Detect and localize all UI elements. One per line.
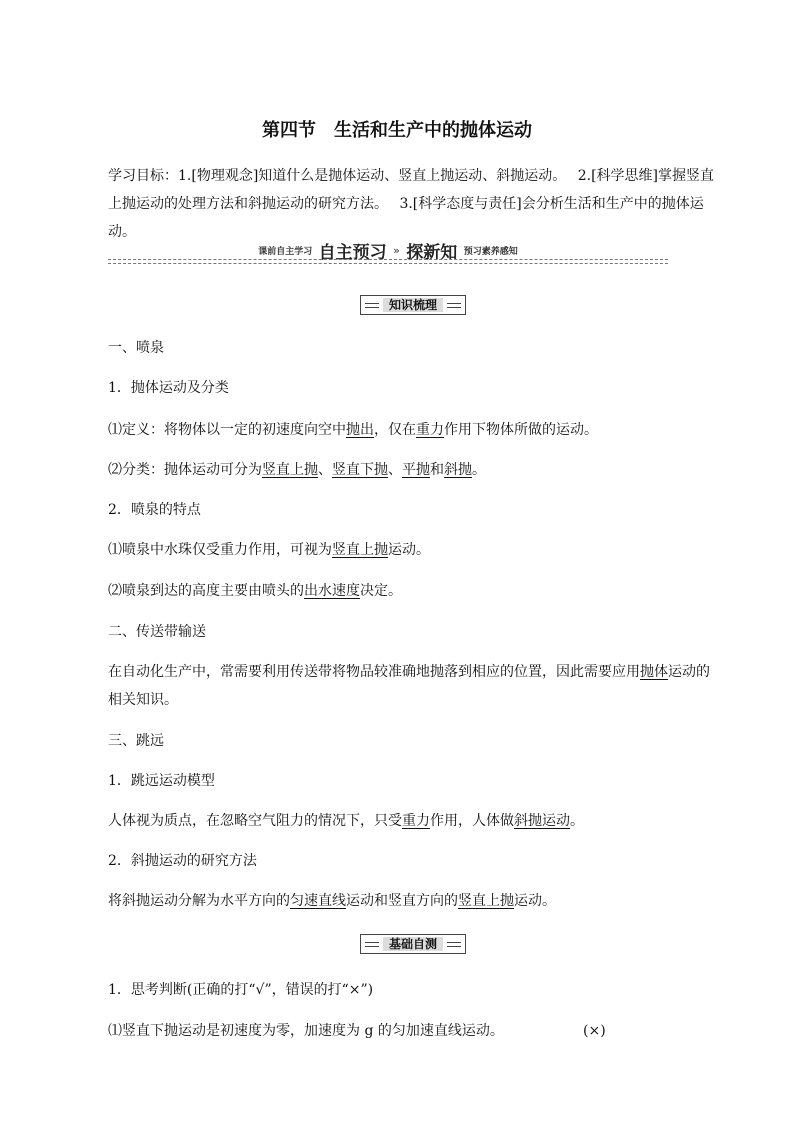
text: 运动。 bbox=[388, 542, 430, 558]
text: 运动和竖直方向的 bbox=[346, 893, 458, 909]
underlined-answer: 竖直上抛 bbox=[262, 462, 318, 478]
question-1: 1．思考判断(正确的打“√”，错误的打“×”) bbox=[108, 982, 374, 998]
oblique-method-text bbox=[108, 891, 556, 911]
text: 作用下物体所做的运动。 bbox=[444, 422, 598, 438]
text: ⑵喷泉到达的高度主要由喷头的 bbox=[108, 583, 304, 599]
learning-goals: 学习目标：1.[物理观念]知道什么是抛体运动、竖直上抛运动、斜抛运动。 2.[科学思维]掌握竖直上抛运动的处理方法和斜抛运动的研究方法。 3.[科学态度与责任]会分析生活和生产中的抛体运动。 bbox=[108, 168, 715, 240]
text: ⑵分类：抛体运动可分为 bbox=[108, 462, 262, 478]
knowledge-heading: 知识梳理 bbox=[383, 298, 443, 312]
underlined-answer: 抛出 bbox=[346, 422, 374, 438]
text: 在自动化生产中，常需要利用传送带将物品较准确地抛落到相应的位置，因此需要应用 bbox=[108, 664, 640, 680]
heading-oblique-method: 2．斜抛运动的研究方法 bbox=[108, 853, 257, 869]
underlined-answer: 出水速度 bbox=[304, 583, 360, 599]
heading-conveyor: 二、传送带输送 bbox=[108, 624, 206, 640]
underlined-answer: 竖直下抛 bbox=[332, 462, 388, 478]
underlined-answer: 匀速直线 bbox=[290, 893, 346, 909]
classification-line bbox=[108, 460, 486, 480]
heading-projectile-classification: 1．抛体运动及分类 bbox=[108, 380, 229, 396]
text: ⑴喷泉中水珠仅受重力作用，可视为 bbox=[108, 542, 332, 558]
text: ⑴定义：将物体以一定的初速度向空中 bbox=[108, 422, 346, 438]
text: 决定。 bbox=[360, 583, 402, 599]
text: 作用，人体做 bbox=[430, 813, 514, 829]
fountain-feature-2 bbox=[108, 581, 402, 601]
underlined-answer: 斜抛运动 bbox=[514, 813, 570, 829]
heading-fountain: 一、喷泉 bbox=[108, 340, 164, 356]
underlined-answer: 重力 bbox=[402, 813, 430, 829]
text: 。 bbox=[570, 813, 584, 829]
text: 人体视为质点，在忽略空气阻力的情况下，只受 bbox=[108, 813, 402, 829]
text: 将斜抛运动分解为水平方向的 bbox=[108, 893, 290, 909]
heading-long-jump: 三、跳远 bbox=[108, 733, 164, 749]
banner-left-text: 课前自主学习 bbox=[258, 247, 313, 257]
page-title: 第四节 生活和生产中的抛体运动 bbox=[262, 120, 532, 141]
text: 。 bbox=[472, 462, 486, 478]
banner-title-2: 探新知 bbox=[406, 243, 458, 263]
banner-title-1: 自主预习 bbox=[318, 243, 387, 263]
underlined-answer: 竖直上抛 bbox=[332, 542, 388, 558]
fountain-feature-1 bbox=[108, 540, 430, 560]
underlined-answer: 重力 bbox=[416, 422, 444, 438]
text: ，仅在 bbox=[374, 422, 416, 438]
heading-long-jump-model: 1．跳远运动模型 bbox=[108, 773, 215, 789]
self-test-heading-box bbox=[360, 934, 466, 954]
text: 、 bbox=[388, 462, 402, 478]
underlined-answer: 斜抛 bbox=[444, 462, 472, 478]
text: 、 bbox=[318, 462, 332, 478]
banner-divider bbox=[108, 259, 668, 264]
text: 运动的相关知识。 bbox=[108, 664, 710, 708]
knowledge-heading-box bbox=[360, 295, 466, 315]
text: 和 bbox=[430, 462, 444, 478]
underlined-answer: 平抛 bbox=[402, 462, 430, 478]
underlined-answer: 竖直上抛 bbox=[458, 893, 514, 909]
self-test-heading: 基础自测 bbox=[383, 937, 443, 951]
definition-line bbox=[108, 420, 598, 440]
conveyor-paragraph bbox=[108, 658, 720, 714]
text: 运动。 bbox=[514, 893, 556, 909]
heading-fountain-features: 2．喷泉的特点 bbox=[108, 502, 201, 518]
banner-separator: » bbox=[393, 244, 400, 257]
underlined-answer: 抛体 bbox=[640, 664, 668, 680]
question-1-item-1: ⑴竖直下抛运动是初速度为零，加速度为 g 的匀加速直线运动。 bbox=[108, 1023, 504, 1039]
long-jump-model-text bbox=[108, 811, 584, 831]
question-1-item-1-answer: (×) bbox=[583, 1023, 606, 1039]
banner-right-text: 预习素养感知 bbox=[463, 247, 518, 257]
